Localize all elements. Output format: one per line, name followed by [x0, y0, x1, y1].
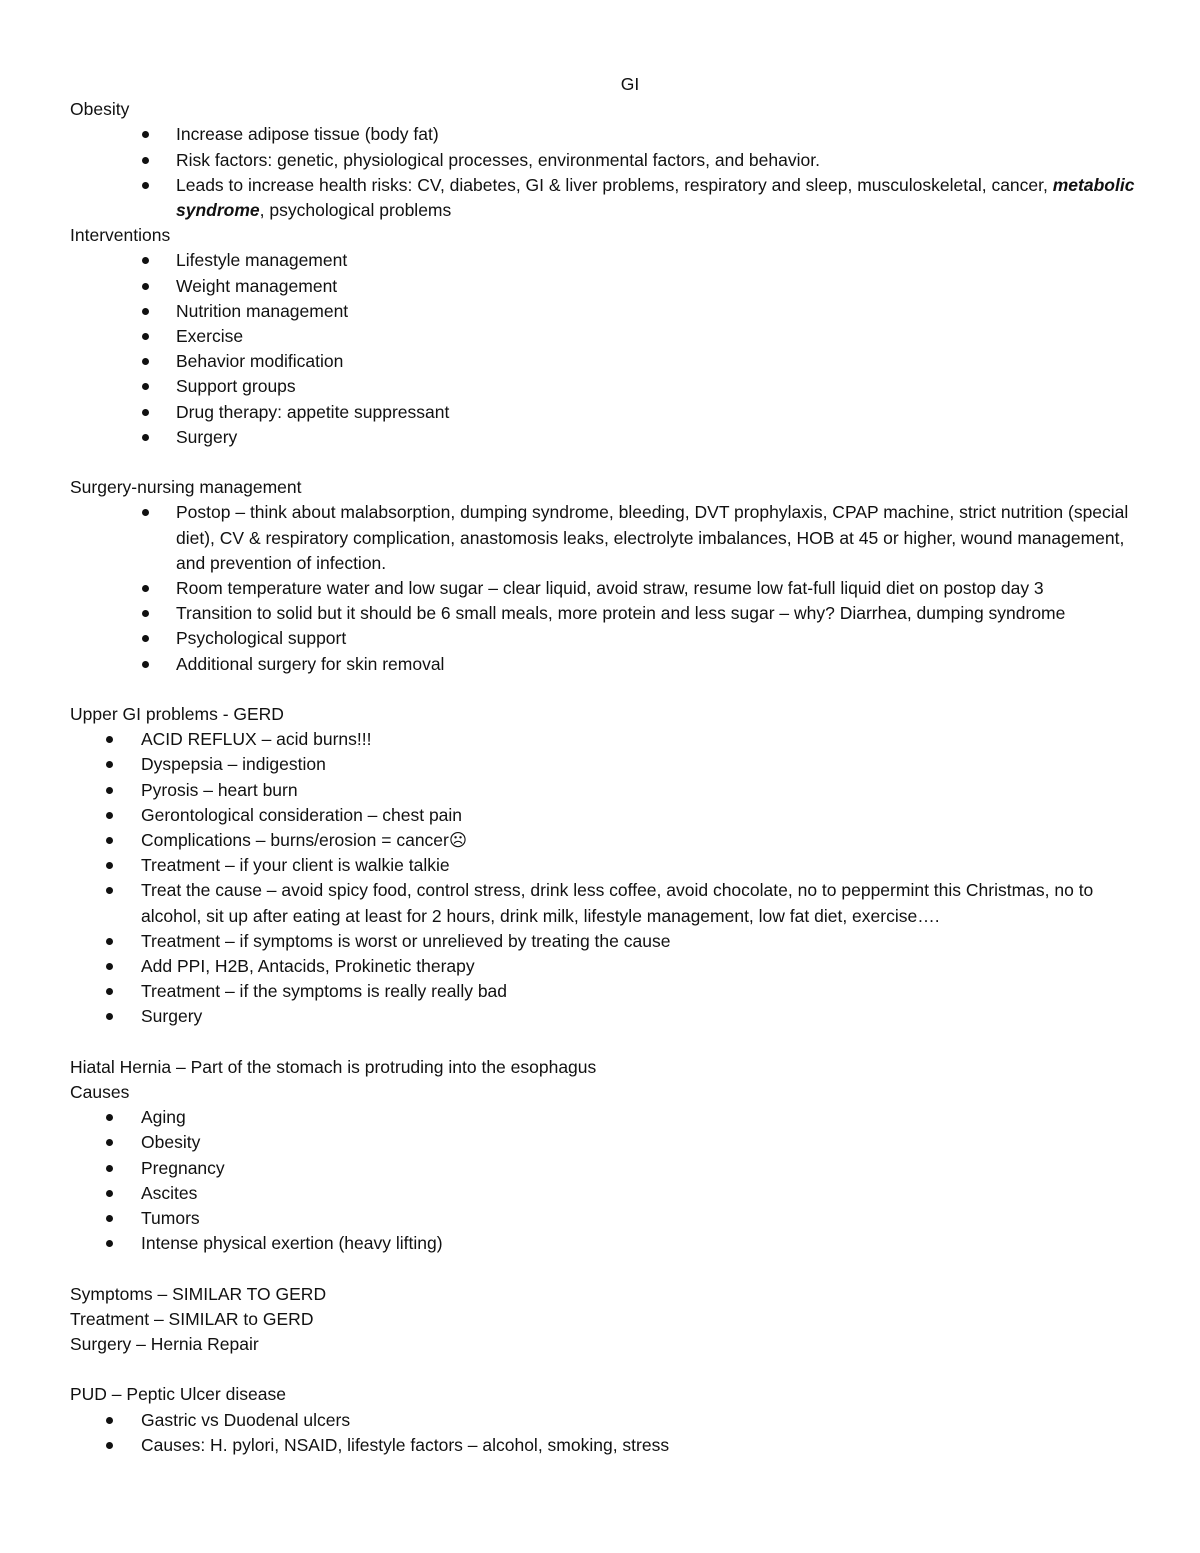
list-item: Lifestyle management	[70, 248, 1140, 273]
bullet-icon	[142, 131, 149, 138]
bullet-icon	[142, 283, 149, 290]
list-item: Pregnancy	[70, 1156, 1140, 1181]
list-item: Aging	[70, 1105, 1140, 1130]
bullet-icon	[142, 257, 149, 264]
bullet-icon	[106, 862, 113, 869]
list-item: Gerontological consideration – chest pain	[70, 803, 1140, 828]
causes-list	[70, 1105, 1140, 1256]
list-item: Treatment – if symptoms is worst or unrelieved by treating the cause	[70, 929, 1140, 954]
bullet-icon	[142, 434, 149, 441]
bullet-icon	[142, 661, 149, 668]
spacer	[70, 450, 1140, 475]
obesity-heading: Obesity	[70, 99, 130, 120]
bullet-icon	[106, 1190, 113, 1197]
spacer	[70, 1257, 1140, 1282]
gerd-list	[70, 727, 1140, 1029]
bullet-icon	[142, 358, 149, 365]
list-item: Dyspepsia – indigestion	[70, 752, 1140, 777]
pud-heading: PUD – Peptic Ulcer disease	[70, 1384, 286, 1405]
symptoms-line: Symptoms – SIMILAR TO GERD	[70, 1283, 327, 1304]
list-item: Transition to solid but it should be 6 small meals, more protein and less sugar – why? Diarrhea, dumping syndrome	[70, 601, 1140, 626]
list-item: Obesity	[70, 1130, 1140, 1155]
gerd-heading: Upper GI problems - GERD	[70, 704, 284, 725]
list-item: Drug therapy: appetite suppressant	[70, 400, 1140, 425]
list-item: Treatment – if your client is walkie talkie	[70, 853, 1140, 878]
list-item: Gastric vs Duodenal ulcers	[70, 1408, 1140, 1433]
bullet-icon	[106, 812, 113, 819]
causes-heading: Causes	[70, 1082, 130, 1103]
list-item: Additional surgery for skin removal	[70, 652, 1140, 677]
bullet-icon	[106, 761, 113, 768]
bullet-icon	[106, 887, 113, 894]
list-item: Support groups	[70, 374, 1140, 399]
bullet-icon	[106, 1013, 113, 1020]
surgery-line: Surgery – Hernia Repair	[70, 1334, 259, 1355]
list-item: Ascites	[70, 1181, 1140, 1206]
bullet-icon	[142, 509, 149, 516]
list-item: Psychological support	[70, 626, 1140, 651]
bullet-icon	[106, 1165, 113, 1172]
bullet-icon	[142, 308, 149, 315]
bullet-icon	[142, 585, 149, 592]
bullet-icon	[142, 333, 149, 340]
bullet-icon	[142, 383, 149, 390]
bullet-icon	[142, 157, 149, 164]
bullet-icon	[106, 938, 113, 945]
list-item: Risk factors: genetic, physiological processes, environmental factors, and behavior.	[70, 148, 1140, 173]
bullet-icon	[142, 610, 149, 617]
bullet-icon	[142, 635, 149, 642]
list-item: Behavior modification	[70, 349, 1140, 374]
treatment-line: Treatment – SIMILAR to GERD	[70, 1308, 314, 1329]
interventions-heading: Interventions	[70, 225, 171, 246]
list-item: Leads to increase health risks: CV, diabetes, GI & liver problems, respiratory and sleep, musculoskeletal, cancer, metabolic syndrome, psychological problems	[70, 173, 1140, 223]
list-item: Intense physical exertion (heavy lifting)	[70, 1231, 1140, 1256]
list-item: Surgery	[70, 425, 1140, 450]
list-item: Surgery	[70, 1004, 1140, 1029]
list-item: Tumors	[70, 1206, 1140, 1231]
list-item: Postop – think about malabsorption, dumping syndrome, bleeding, DVT prophylaxis, CPAP machine, strict nutrition (special diet), CV & respiratory complication, anastomosis leaks, electrolyte imbalances, HOB at 45 or higher, wound management, and prevention of infection.	[70, 500, 1140, 576]
bullet-icon	[106, 963, 113, 970]
bullet-icon	[106, 736, 113, 743]
list-item: Causes: H. pylori, NSAID, lifestyle factors – alcohol, smoking, stress	[70, 1433, 1140, 1458]
list-item: ACID REFLUX – acid burns!!!	[70, 727, 1140, 752]
bullet-icon	[106, 1215, 113, 1222]
hernia-heading: Hiatal Hernia – Part of the stomach is protruding into the esophagus	[70, 1056, 597, 1077]
list-item: Complications – burns/erosion = cancer☹	[70, 828, 1140, 853]
list-item: Room temperature water and low sugar – clear liquid, avoid straw, resume low fat-full liquid diet on postop day 3	[70, 576, 1140, 601]
spacer	[70, 677, 1140, 702]
spacer	[70, 1030, 1140, 1055]
bullet-icon	[106, 988, 113, 995]
bullet-icon	[106, 787, 113, 794]
list-item: Exercise	[70, 324, 1140, 349]
pud-list	[70, 1408, 1140, 1458]
bullet-icon	[106, 837, 113, 844]
bullet-icon	[106, 1417, 113, 1424]
list-item: Increase adipose tissue (body fat)	[70, 122, 1140, 147]
spacer	[70, 1357, 1140, 1382]
list-item: Treat the cause – avoid spicy food, control stress, drink less coffee, avoid chocolate, no to peppermint this Christmas, no to alcohol, sit up after eating at least for 2 hours, drink milk, lifestyle management, low fat diet, exercise….	[70, 878, 1140, 928]
bullet-icon	[106, 1240, 113, 1247]
bullet-icon	[142, 409, 149, 416]
list-item: Weight management	[70, 274, 1140, 299]
document-page	[70, 72, 1140, 1458]
obesity-list	[70, 122, 1140, 223]
bullet-icon	[142, 182, 149, 189]
bullet-icon	[106, 1442, 113, 1449]
page-title: GI	[620, 74, 640, 94]
interventions-list	[70, 248, 1140, 450]
bullet-icon	[106, 1139, 113, 1146]
bullet-icon	[106, 1114, 113, 1121]
list-item: Pyrosis – heart burn	[70, 778, 1140, 803]
emphasized-term: metabolic syndrome	[176, 174, 1135, 221]
list-item: Add PPI, H2B, Antacids, Prokinetic therapy	[70, 954, 1140, 979]
surgery-heading: Surgery-nursing management	[70, 477, 302, 498]
list-item: Nutrition management	[70, 299, 1140, 324]
list-item: Treatment – if the symptoms is really really bad	[70, 979, 1140, 1004]
surgery-list	[70, 500, 1140, 676]
